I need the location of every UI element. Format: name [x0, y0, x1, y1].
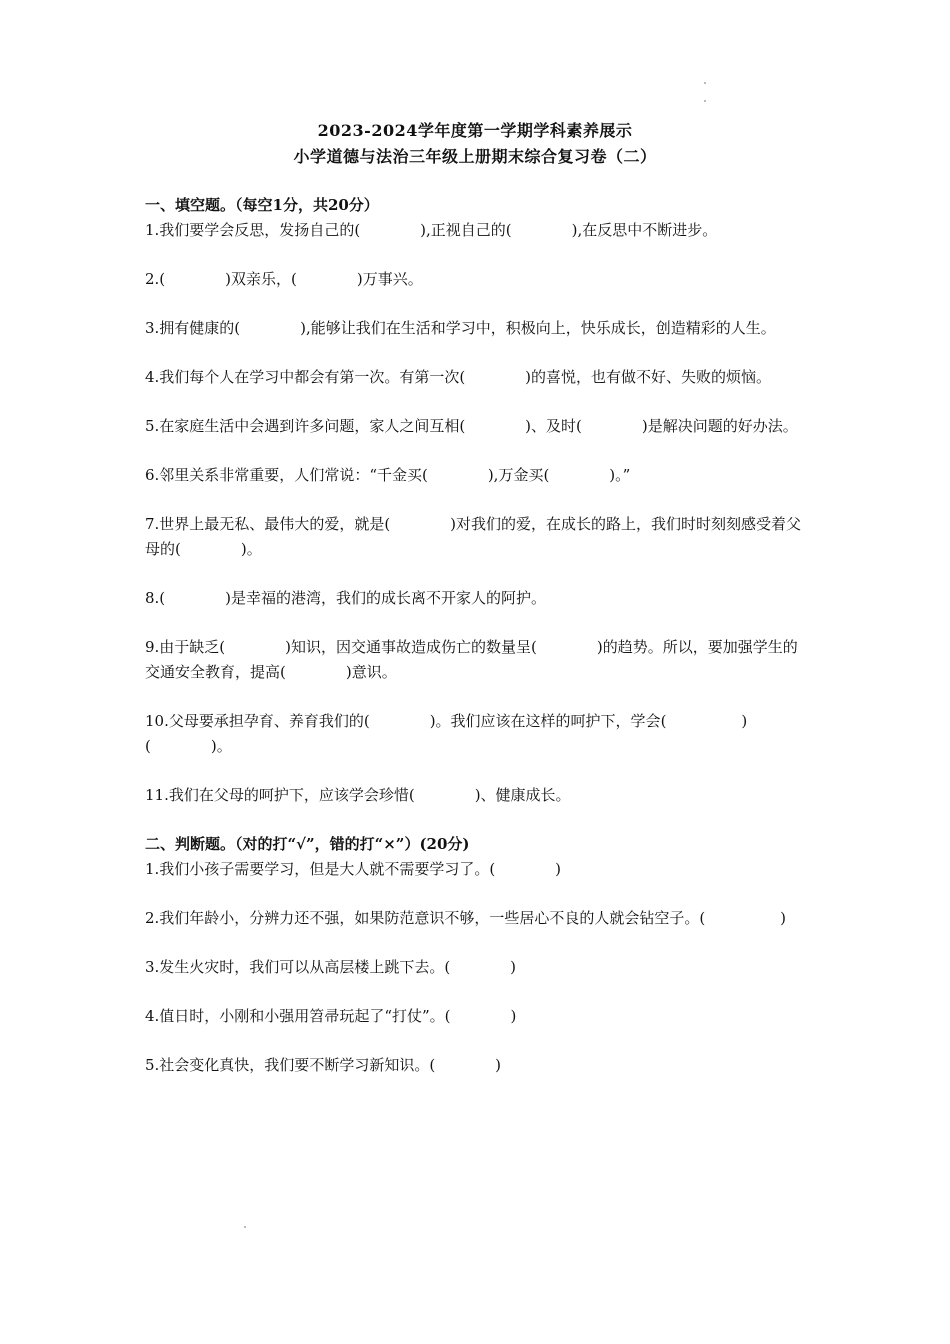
fill-blank-question: 1.我们要学会反思，发扬自己的( ),正视自己的( ),在反思中不断进步。: [145, 221, 718, 239]
fill-blank-question: 5.在家庭生活中会遇到许多问题，家人之间互相( )、及时( )是解决问题的好办法。: [145, 417, 798, 435]
fill-blank-question: 11.我们在父母的呵护下，应该学会珍惜( )、健康成长。: [145, 786, 571, 804]
true-false-question: 2.我们年龄小，分辨力还不强，如果防范意识不够，一些居心不良的人就会钻空子。( ): [145, 909, 787, 927]
fill-blank-question: 7.世界上最无私、最伟大的爱，就是( )对我们的爱，在成长的路上，我们时时刻刻感受着父母的( )。: [145, 515, 802, 558]
scan-speck: [704, 82, 706, 84]
scan-speck: [704, 100, 706, 102]
true-false-question: 4.值日时，小刚和小强用笤帚玩起了“打仗”。( ): [145, 1007, 517, 1025]
true-false-question: 3.发生火灾时，我们可以从高层楼上跳下去。( ): [145, 958, 517, 976]
section-true-false-heading: 二、判断题。（对的打“√”，错的打“×”）(20分): [145, 835, 470, 853]
fill-blank-question: 6.邻里关系非常重要，人们常说：“千金买( ),万金买( )。”: [145, 466, 631, 484]
scan-speck: [244, 1226, 246, 1228]
fill-blank-question: 10.父母要承担孕育、养育我们的( )。我们应该在这样的呵护下，学会( )( )。: [145, 712, 748, 755]
exam-title-line1: 2023-2024学年度第一学期学科素养展示: [317, 121, 633, 140]
fill-blank-question: 2.( )双亲乐，( )万事兴。: [145, 270, 423, 288]
true-false-question: 5.社会变化真快，我们要不断学习新知识。( ): [145, 1056, 502, 1074]
fill-blank-question: 3.拥有健康的( ),能够让我们在生活和学习中，积极向上，快乐成长，创造精彩的人生。: [145, 319, 776, 337]
true-false-question: 1.我们小孩子需要学习，但是大人就不需要学习了。( ): [145, 860, 562, 878]
exam-title-line2: 小学道德与法治三年级上册期末综合复习卷（二）: [293, 147, 657, 166]
exam-content: [145, 193, 810, 1102]
fill-blank-question: 4.我们每个人在学习中都会有第一次。有第一次( )的喜悦，也有做不好、失败的烦恼。: [145, 368, 772, 386]
section-fill-blank-heading: 一、填空题。（每空1分，共20分）: [145, 196, 379, 214]
fill-blank-question: 8.( )是幸福的港湾，我们的成长离不开家人的阿护。: [145, 589, 547, 607]
fill-blank-question: 9.由于缺乏( )知识，因交通事故造成伤亡的数量呈( )的趋势。所以，要加强学生的交通安全教育，提高( )意识。: [145, 638, 798, 681]
